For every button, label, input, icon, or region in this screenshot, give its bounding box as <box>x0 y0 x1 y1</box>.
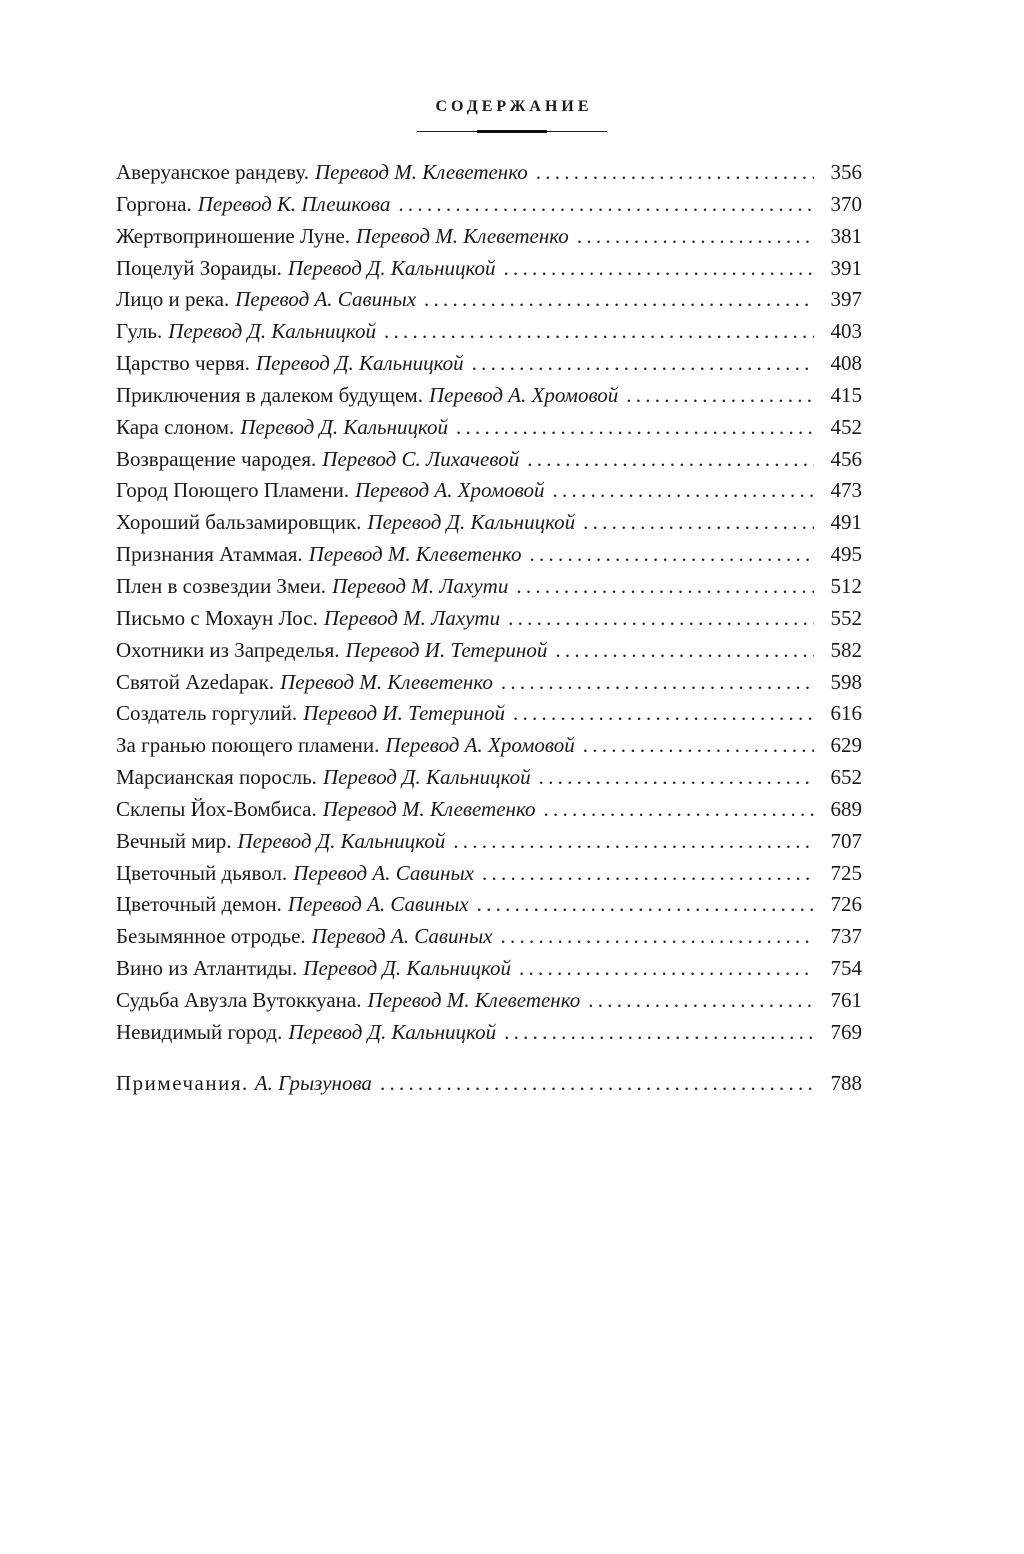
dot-leader <box>504 1017 814 1049</box>
toc-entry-page: 689 <box>830 796 862 821</box>
toc-entry[interactable] <box>116 253 862 285</box>
toc-entry-title: Лицо и река. <box>116 287 230 312</box>
toc-entry-page: 397 <box>830 287 862 312</box>
toc-entry-page: 370 <box>830 191 862 216</box>
toc-entry-translator: Перевод М. Клеветенко <box>314 160 528 184</box>
toc-entry-title: Поцелуй Зораиды. <box>116 255 282 280</box>
toc-entry-translator: Перевод Д. Кальницкой <box>322 765 531 790</box>
toc-entry-title: Жертвоприношение Луне. <box>116 223 351 248</box>
toc-entry-page: 452 <box>830 414 862 439</box>
toc-entry[interactable] <box>116 1017 862 1049</box>
dot-leader <box>380 1068 814 1100</box>
toc-entry-page: 761 <box>830 987 862 1012</box>
dot-leader <box>398 189 814 221</box>
toc-entry-translator: Перевод А. Савиных <box>311 924 493 949</box>
table-of-contents <box>116 157 862 1099</box>
toc-entry[interactable] <box>116 603 862 635</box>
dot-leader <box>482 858 814 890</box>
toc-entry-title: Склепы Йох-Вомбиса. <box>116 796 317 821</box>
dot-leader <box>501 667 814 699</box>
dot-leader <box>544 794 815 826</box>
toc-entry[interactable] <box>116 157 862 189</box>
toc-entry-page: 512 <box>830 573 862 598</box>
toc-entry-page: 652 <box>830 765 862 790</box>
toc-entry-translator: Перевод М. Лахути <box>332 573 509 598</box>
page-title: СОДЕРЖАНИЕ <box>435 98 593 115</box>
toc-entry-translator: Перевод Д. Кальницкой <box>168 319 376 344</box>
dot-leader <box>384 316 814 348</box>
toc-entry-page: 456 <box>830 446 862 471</box>
toc-entry-title: Вечный мир. <box>116 828 232 853</box>
toc-entry-page: 391 <box>830 255 862 280</box>
toc-entry-title: Невидимый город. <box>116 1019 283 1044</box>
toc-entry-page: 356 <box>830 160 862 184</box>
toc-entry-translator: Перевод А. Савиных <box>287 892 469 917</box>
toc-entry-translator: Перевод И. Тетериной <box>345 637 548 662</box>
dot-leader <box>516 571 814 603</box>
dot-leader <box>626 380 814 412</box>
toc-entry-translator: Перевод М. Клеветенко <box>367 987 581 1012</box>
toc-entry[interactable] <box>116 826 862 858</box>
toc-entry-page: 582 <box>830 637 862 662</box>
toc-entry[interactable] <box>116 985 862 1017</box>
toc-entry[interactable] <box>116 762 862 794</box>
toc-entry-page: 473 <box>830 478 862 503</box>
dot-leader <box>472 348 814 380</box>
dot-leader <box>588 985 814 1017</box>
toc-entry-title: Создатель горгулий. <box>116 701 298 726</box>
toc-entry-title: Безымянное отродье. <box>116 924 306 949</box>
toc-entry-notes[interactable] <box>116 1068 862 1100</box>
dot-leader <box>552 475 814 507</box>
toc-entry-translator: Перевод М. Клеветенко <box>356 223 569 248</box>
toc-entry-title: Горгона. <box>116 191 192 216</box>
toc-entry[interactable] <box>116 221 862 253</box>
toc-entry-translator: Перевод К. Плешкова <box>197 191 391 216</box>
toc-entry[interactable] <box>116 380 862 412</box>
toc-entry[interactable] <box>116 921 862 953</box>
toc-entry-translator: Перевод Д. Кальницкой <box>287 255 496 280</box>
toc-entry-page: 381 <box>830 223 862 248</box>
dot-leader <box>513 698 814 730</box>
toc-entry-title: За гранью поющего пламени. <box>116 733 380 758</box>
toc-entry-translator: Перевод С. Лихачевой <box>322 446 520 471</box>
toc-entry-page: 495 <box>830 542 862 567</box>
page-header <box>0 98 1024 133</box>
dot-leader <box>504 253 814 285</box>
toc-entry-page: 707 <box>830 828 862 853</box>
dot-leader <box>529 539 814 571</box>
toc-entry-page: 754 <box>830 956 862 981</box>
toc-entry-translator: Перевод Д. Кальницкой <box>367 510 576 535</box>
toc-entry-title: Святой Аzedарак. <box>116 669 275 694</box>
toc-entry-title: Примечания. <box>116 1070 249 1095</box>
toc-entry-title: Цветочный демон. <box>116 892 282 917</box>
toc-entry-title: Гуль. <box>116 319 163 344</box>
dot-leader <box>453 826 814 858</box>
toc-entry-page: 408 <box>830 351 862 376</box>
dot-leader <box>477 889 814 921</box>
toc-entry[interactable] <box>116 475 862 507</box>
toc-entry-title: Плен в созвездии Змеи. <box>116 573 327 598</box>
toc-entry-translator: Перевод А. Хромовой <box>428 382 619 407</box>
toc-entry-title: Марсианская поросль. <box>116 765 317 790</box>
toc-entry-translator: Перевод М. Лахути <box>323 605 501 630</box>
toc-entry-translator: Перевод Д. Кальницкой <box>303 956 511 981</box>
toc-entry-page: 552 <box>830 605 862 630</box>
dot-leader <box>583 507 814 539</box>
toc-entry[interactable] <box>116 444 862 476</box>
dot-leader <box>539 762 814 794</box>
toc-entry-translator: А. Грызунова <box>254 1070 372 1095</box>
toc-entry-title: Приключения в далеком будущем. <box>116 382 423 407</box>
toc-entry-translator: Перевод А. Савиных <box>235 287 417 312</box>
dot-leader <box>583 730 814 762</box>
toc-entry-translator: Перевод А. Хромовой <box>385 733 575 758</box>
toc-entry-translator: Перевод Д. Кальницкой <box>288 1019 497 1044</box>
toc-entry[interactable] <box>116 412 862 444</box>
toc-entry[interactable] <box>116 348 862 380</box>
toc-entry-title: Вино из Атлантиды. <box>116 956 298 981</box>
toc-entry[interactable] <box>116 189 862 221</box>
toc-entry[interactable] <box>116 635 862 667</box>
dot-leader <box>508 603 814 635</box>
toc-entry[interactable] <box>116 889 862 921</box>
toc-entry-page: 769 <box>830 1019 862 1044</box>
toc-entry-page: 726 <box>830 892 862 917</box>
toc-entry[interactable] <box>116 953 862 985</box>
dot-leader <box>519 953 814 985</box>
toc-entry-translator: Перевод Д. Кальницкой <box>255 351 464 376</box>
title-divider <box>417 130 607 133</box>
toc-entry-title: Город Поющего Пламени. <box>116 478 350 503</box>
toc-entry-page: 737 <box>830 924 862 949</box>
toc-entry-translator: Перевод А. Савиных <box>293 860 474 885</box>
toc-entry-title: Хороший бальзамировщик. <box>116 510 362 535</box>
toc-entry[interactable] <box>116 730 862 762</box>
toc-entry-page: 598 <box>830 669 862 694</box>
toc-entry-translator: Перевод И. Тетериной <box>303 701 505 726</box>
toc-entry-page: 629 <box>830 733 862 758</box>
toc-entry-title: Возвращение чародея. <box>116 446 317 471</box>
toc-entry-page: 616 <box>830 701 862 726</box>
dot-leader <box>577 221 814 253</box>
toc-entry[interactable] <box>116 667 862 699</box>
dot-leader <box>555 635 814 667</box>
toc-entry-page: 725 <box>830 860 862 885</box>
toc-entry[interactable] <box>116 698 862 730</box>
toc-entry[interactable] <box>116 316 862 348</box>
toc-entry[interactable] <box>116 507 862 539</box>
toc-entry-title: Цветочный дьявол. <box>116 860 288 885</box>
toc-entry-title: Царство червя. <box>116 351 250 376</box>
toc-entry-page: 788 <box>830 1070 862 1095</box>
toc-entry-title: Аверуанское рандеву. <box>116 160 309 184</box>
dot-leader <box>527 444 814 476</box>
dot-leader <box>536 157 814 189</box>
toc-entry-translator: Перевод Д. Кальницкой <box>240 414 449 439</box>
dot-leader <box>500 921 814 953</box>
toc-entry-translator: Перевод М. Клеветенко <box>280 669 493 694</box>
toc-entry-page: 415 <box>830 382 862 407</box>
toc-entry-title: Судьба Авузла Вутоккуана. <box>116 987 362 1012</box>
toc-entry-translator: Перевод М. Клеветенко <box>308 542 522 567</box>
toc-entry[interactable] <box>116 539 862 571</box>
title-divider-thick-line <box>477 130 547 133</box>
toc-entry-title: Кара слоном. <box>116 414 235 439</box>
toc-entry-title: Признания Атаммая. <box>116 542 303 567</box>
dot-leader <box>456 412 814 444</box>
toc-entry-translator: Перевод М. Клеветенко <box>322 796 536 821</box>
toc-entry[interactable] <box>116 794 862 826</box>
toc-entry[interactable] <box>116 284 862 316</box>
toc-entry-page: 403 <box>830 319 862 344</box>
toc-entry-title: Охотники из Запределья. <box>116 637 340 662</box>
toc-entry[interactable] <box>116 858 862 890</box>
toc-entry-title: Письмо с Мохаун Лос. <box>116 605 318 630</box>
dot-leader <box>424 284 814 316</box>
toc-entry-page: 491 <box>830 510 862 535</box>
toc-entry-translator: Перевод А. Хромовой <box>355 478 545 503</box>
toc-entry-translator: Перевод Д. Кальницкой <box>237 828 446 853</box>
toc-entry[interactable] <box>116 571 862 603</box>
